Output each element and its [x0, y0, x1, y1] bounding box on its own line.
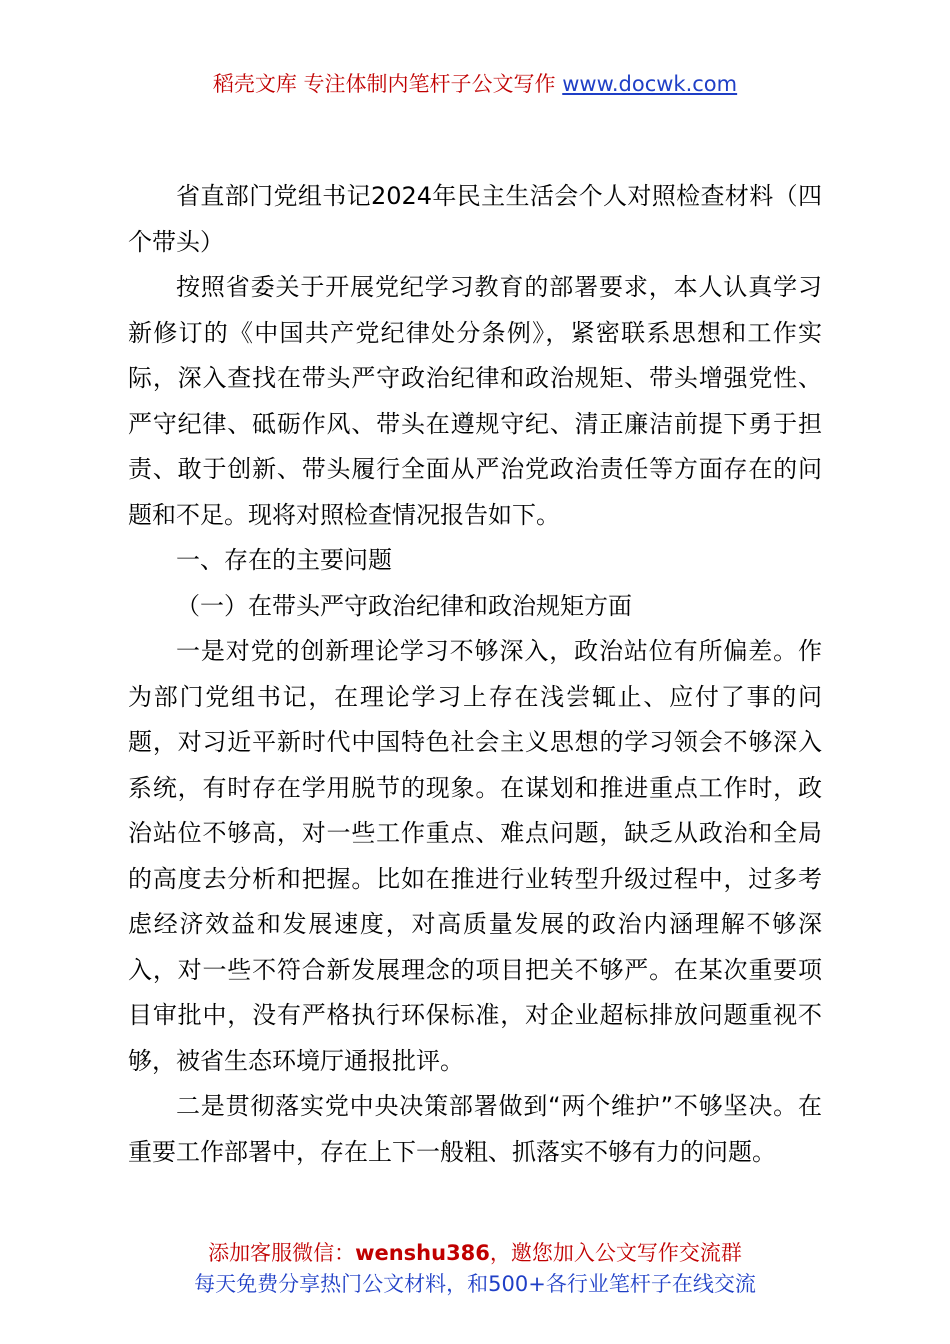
footer-promo-line: 每天免费分享热门公文材料，和500+各行业笔杆子在线交流 — [194, 1272, 756, 1296]
document-title: 省直部门党组书记2024年民主生活会个人对照检查材料（四个带头） — [128, 182, 822, 256]
paragraph-point-1: 一是对党的创新理论学习不够深入，政治站位有所偏差。作为部门党组书记，在理论学习上存在浅尝辄止、应付了事的问题，对习近平新时代中国特色社会主义思想的学习领会不够深入系统，有时存在学用脱节的现象。在谋划和推进重点工作时，政治站位不够高，对一些工作重点、难点问题，缺乏从政治和全局的高度去分析和把握。比如在推进行业转型升级过程中，过多考虑经济效益和发展速度，对高质量发展的政治内涵理解不够深入，对一些不符合新发展理念的项目把关不够严。在某次重要项目审批中，没有严格执行环保标准，对企业超标排放问题重视不够，被省生态环境厅通报批评。 — [128, 637, 822, 1075]
footer-wechat-id: wenshu386 — [355, 1241, 490, 1265]
paragraph-intro: 按照省委关于开展党纪学习教育的部署要求，本人认真学习新修订的《中国共产党纪律处分条例》，紧密联系思想和工作实际，深入查找在带头严守政治纪律和政治规矩、带头增强党性、严守纪律、砥砺作风、带头在遵规守纪、清正廉洁前提下勇于担责、敢于创新、带头履行全面从严治党政治责任等方面存在的问题和不足。现将对照检查情况报告如下。 — [128, 273, 822, 529]
section-heading-1: 一、存在的主要问题 — [176, 546, 392, 574]
header-site-link[interactable]: www.docwk.com — [562, 72, 738, 96]
document-body — [128, 174, 822, 1175]
footer-contact-line — [0, 1238, 950, 1269]
page-header — [0, 68, 950, 100]
page-footer — [0, 1238, 950, 1300]
paragraph-point-2: 二是贯彻落实党中央决策部署做到“两个维护”不够坚决。在重要工作部署中，存在上下一般粗、抓落实不够有力的问题。 — [128, 1092, 822, 1166]
footer-contact-suffix: ，邀您加入公文写作交流群 — [489, 1241, 742, 1265]
footer-contact-prefix: 添加客服微信： — [208, 1241, 356, 1265]
header-brand: 稻壳文库 专注体制内笔杆子公文写作 — [212, 72, 556, 96]
subsection-heading-1: （一）在带头严守政治纪律和政治规矩方面 — [176, 591, 632, 620]
